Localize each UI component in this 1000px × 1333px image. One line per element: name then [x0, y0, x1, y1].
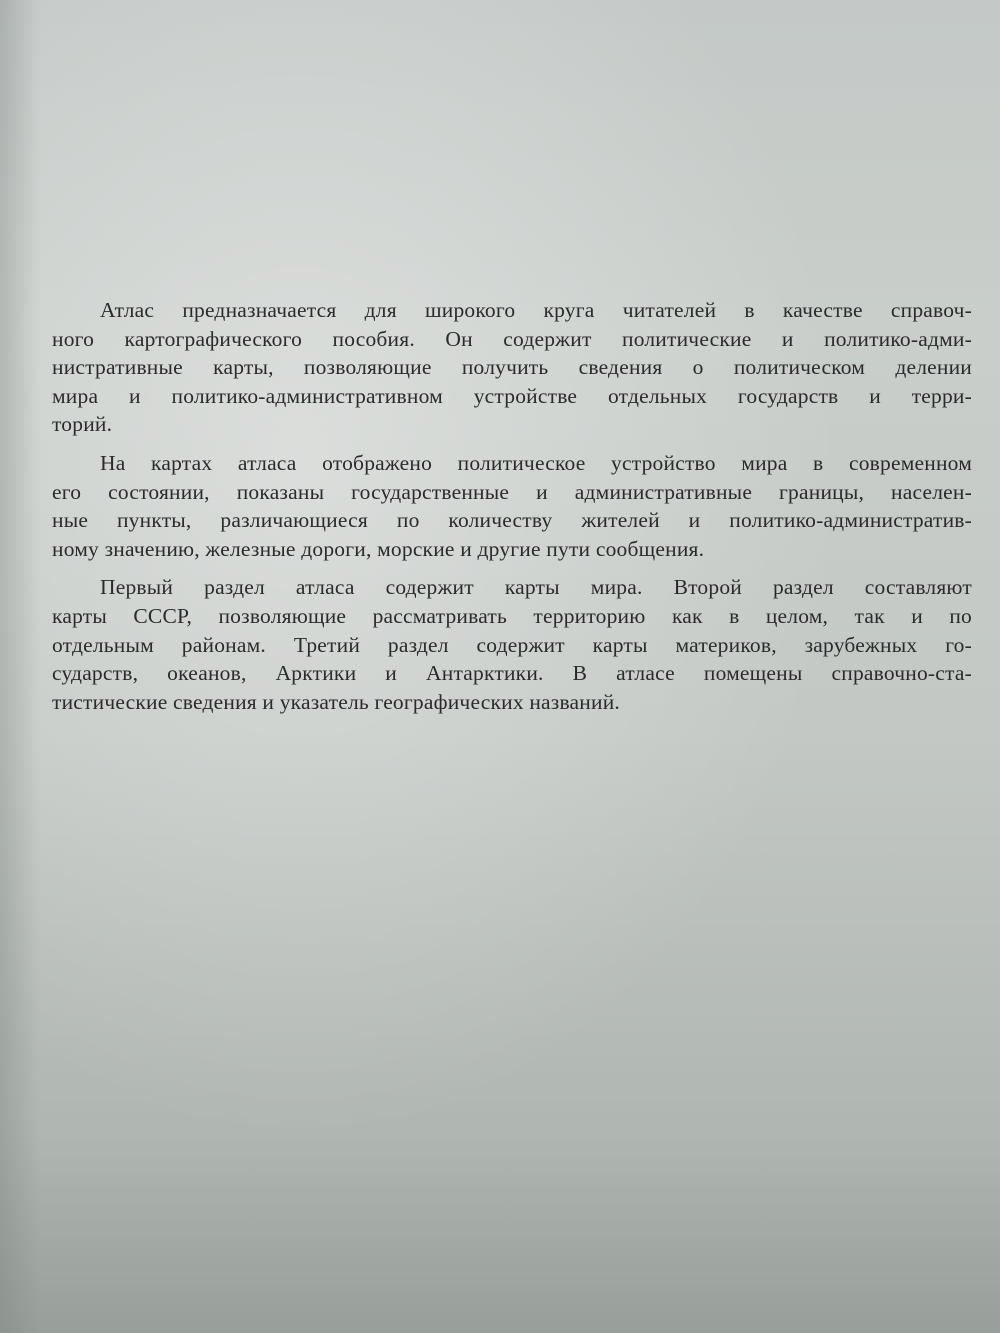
text-line: тистические сведения и указатель географических названий. — [52, 689, 620, 714]
paragraph-2 — [52, 449, 972, 563]
text-line: Атлас предназначается для широкого круга читателей в качестве справоч- — [100, 298, 972, 322]
text-line: ному значению, железные дороги, морские и другие пути сообщения. — [52, 536, 705, 561]
text-line: На картах атласа отображено политическое устройство мира в современном — [100, 450, 972, 475]
text-line: ного картографического пособия. Он содержит политические и политико-адми- — [52, 326, 972, 351]
preface-text — [52, 296, 972, 726]
text-line: Первый раздел атласа содержит карты мира. Второй раздел составляют — [100, 575, 972, 600]
text-line: мира и политико-административном устройстве отдельных государств и терри- — [52, 383, 972, 408]
text-line: отдельным районам. Третий раздел содержит карты материков, зарубежных го- — [52, 632, 972, 657]
text-line: ные пункты, различающиеся по количеству жителей и политико-административ- — [52, 508, 972, 533]
text-line: торий. — [52, 412, 113, 437]
text-line: сударств, океанов, Арктики и Антарктики. В атласе помещены справочно-ста- — [52, 661, 972, 686]
paragraph-3 — [52, 573, 972, 716]
text-line: нистративные карты, позволяющие получить сведения о политическом делении — [52, 355, 972, 380]
text-line: карты СССР, позволяющие рассматривать территорию как в целом, так и по — [52, 603, 972, 628]
paragraph-1 — [52, 296, 972, 439]
text-line: его состоянии, показаны государственные и административные границы, населен- — [52, 479, 972, 504]
page-shadow-bottom — [0, 1133, 1000, 1333]
